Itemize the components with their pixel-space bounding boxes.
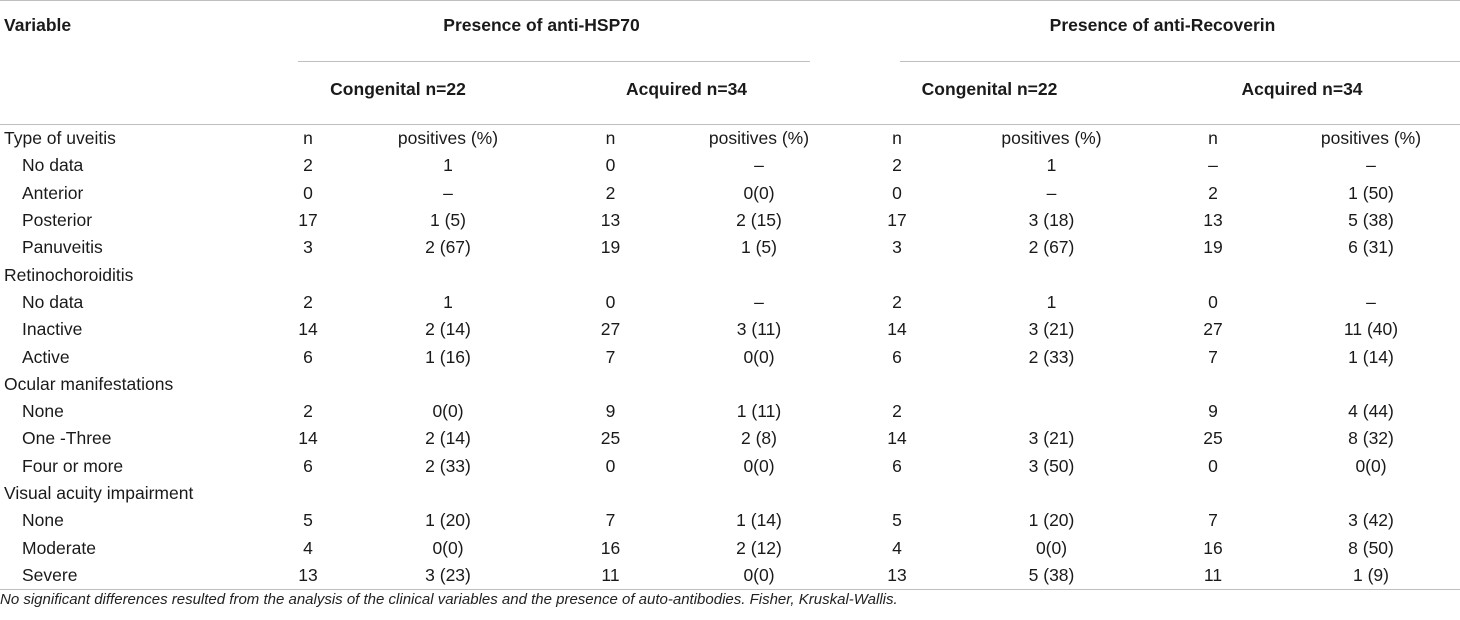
cell-n: 0: [892, 182, 902, 203]
cell-positives: 11 (40): [1343, 319, 1399, 340]
table-body: [0, 125, 1460, 589]
cell-positives: 3 (42): [1348, 510, 1394, 531]
cell-n: [835, 371, 959, 398]
cell-positives: 3 (50): [1028, 455, 1075, 476]
cell-n: 2: [303, 401, 313, 422]
cell-n: 13: [298, 564, 318, 585]
cell-positives: [959, 371, 1144, 398]
table-row: [0, 316, 1460, 343]
row-category-label: Ocular manifestations: [4, 373, 174, 394]
table-row-category: [0, 371, 1460, 398]
cell-n: 6: [892, 346, 902, 367]
cell-positives: 1 (11): [736, 401, 782, 422]
cell-positives: [1282, 371, 1460, 398]
cell-positives: 1 (9): [1353, 564, 1389, 585]
cell-positives: 8 (50): [1348, 537, 1394, 558]
table-row: [0, 207, 1460, 234]
cell-n: 0: [1208, 291, 1218, 312]
cell-n: 7: [1208, 510, 1218, 531]
cell-n: 14: [887, 428, 907, 449]
cell-positives: positives (%): [1001, 128, 1102, 149]
subgroup-header-hsp70-acquired: Acquired n=34: [625, 79, 748, 99]
table-row: [0, 507, 1460, 534]
row-category-label: Retinochoroiditis: [4, 264, 134, 285]
cell-positives: [959, 261, 1144, 288]
cell-n: 19: [1203, 237, 1223, 258]
cell-positives: 0(0): [1355, 455, 1387, 476]
cell-positives: [358, 371, 538, 398]
cell-n: 14: [298, 428, 318, 449]
cell-n: 0: [303, 182, 313, 203]
cell-n: n: [605, 128, 616, 149]
cell-positives: 6 (31): [1348, 237, 1394, 258]
cell-n: [538, 480, 683, 507]
row-label: Active: [22, 346, 70, 367]
row-label: Posterior: [22, 210, 93, 231]
cell-n: 2: [892, 155, 902, 176]
subgroup-header-recoverin-congenital: Congenital n=22: [921, 79, 1058, 99]
variable-header: Variable: [4, 15, 72, 35]
cell-n: 13: [887, 564, 907, 585]
cell-n: –: [1208, 155, 1218, 176]
row-label: Severe: [22, 564, 78, 585]
cell-positives: 1 (50): [1348, 182, 1394, 203]
cell-positives: –: [754, 291, 764, 312]
cell-positives: 0(0): [1035, 537, 1068, 558]
row-label: Anterior: [22, 182, 84, 203]
cell-positives: 1: [1046, 291, 1057, 312]
cell-n: 2: [303, 155, 313, 176]
cell-n: 14: [298, 319, 318, 340]
bottom-rule: [0, 589, 1460, 590]
cell-positives: 1 (5): [741, 237, 777, 258]
cell-positives: [358, 480, 538, 507]
row-label: One -Three: [22, 428, 112, 449]
cell-positives: 1 (20): [1028, 510, 1075, 531]
row-label: No data: [22, 155, 84, 176]
cell-positives: 3 (21): [1028, 319, 1075, 340]
cell-positives: 0(0): [743, 455, 775, 476]
cell-positives: [683, 261, 835, 288]
cell-n: 5: [892, 510, 902, 531]
cell-n: 7: [605, 510, 616, 531]
table-row-category: [0, 261, 1460, 288]
table-row: [0, 425, 1460, 452]
cell-positives: positives (%): [1320, 128, 1422, 149]
cell-positives: 1: [1046, 155, 1057, 176]
cell-positives: 5 (38): [1348, 210, 1394, 231]
cell-n: 2: [892, 401, 902, 422]
cell-positives: 4 (44): [1348, 401, 1394, 422]
cell-positives: [959, 480, 1144, 507]
row-label: None: [22, 510, 64, 531]
cell-positives: –: [1366, 155, 1376, 176]
cell-n: [538, 371, 683, 398]
cell-n: 13: [600, 210, 621, 231]
cell-n: 0: [605, 155, 616, 176]
cell-n: [1144, 480, 1282, 507]
cell-positives: 0(0): [743, 182, 775, 203]
cell-positives: [1282, 261, 1460, 288]
cell-n: 7: [605, 346, 616, 367]
cell-n: [258, 261, 358, 288]
cell-n: 2: [605, 182, 616, 203]
cell-positives: 0(0): [432, 537, 464, 558]
cell-positives: positives (%): [708, 128, 810, 149]
cell-positives: –: [443, 182, 453, 203]
cell-positives: 2 (67): [425, 237, 471, 258]
cell-n: [1144, 371, 1282, 398]
table-row: [0, 534, 1460, 561]
cell-positives: 2 (33): [425, 455, 471, 476]
cell-positives: 2 (15): [736, 210, 782, 231]
row-label: None: [22, 401, 64, 422]
table-footnote: No significant differences resulted from the analysis of the clinical variables and the presence of auto-antibodies. Fisher, Kruskal-Wallis.: [0, 591, 898, 608]
table-row: [0, 398, 1460, 425]
group-header-hsp70: [258, 1, 835, 61]
row-category-label: Type of uveitis: [4, 128, 116, 149]
cell-n: 14: [887, 319, 907, 340]
cell-n: 0: [605, 291, 616, 312]
cell-n: 0: [1208, 455, 1218, 476]
cell-positives: –: [754, 155, 764, 176]
cell-n: [835, 261, 959, 288]
row-label: Moderate: [22, 537, 96, 558]
cell-n: 6: [303, 346, 313, 367]
row-label: No data: [22, 291, 84, 312]
cell-positives: positives (%): [397, 128, 499, 149]
cell-positives: 5 (38): [1028, 564, 1075, 585]
table-row: [0, 152, 1460, 179]
cell-positives: 1 (14): [736, 510, 782, 531]
cell-n: 2: [303, 291, 313, 312]
cell-n: 7: [1208, 346, 1218, 367]
header-row-subgroups: [0, 62, 1460, 125]
cell-positives: [358, 261, 538, 288]
cell-n: [538, 261, 683, 288]
cell-n: 6: [303, 455, 313, 476]
cell-n: 17: [887, 210, 907, 231]
table-row-category: [0, 480, 1460, 507]
cell-n: 16: [600, 537, 621, 558]
cell-positives: 1 (20): [425, 510, 471, 531]
cell-n: [1144, 261, 1282, 288]
cell-n: 27: [600, 319, 621, 340]
cell-positives: 2 (8): [741, 428, 777, 449]
cell-n: 11: [601, 564, 620, 585]
cell-positives: 3 (21): [1028, 428, 1075, 449]
cell-n: 4: [892, 537, 902, 558]
cell-positives: –: [1366, 291, 1376, 312]
row-label: Panuveitis: [22, 237, 103, 258]
cell-n: 27: [1203, 319, 1223, 340]
cell-n: 16: [1203, 537, 1223, 558]
table-row: [0, 234, 1460, 261]
cell-n: 3: [892, 237, 902, 258]
cell-n: n: [892, 128, 902, 149]
cell-positives: 2 (14): [425, 319, 471, 340]
cell-positives: [683, 371, 835, 398]
cell-n: 19: [600, 237, 621, 258]
cell-positives: 2 (14): [425, 428, 471, 449]
cell-positives: 1 (14): [1348, 346, 1394, 367]
row-category-label: Visual acuity impairment: [4, 483, 194, 503]
cell-positives: 3 (11): [736, 319, 782, 340]
cell-n: n: [1208, 128, 1218, 149]
group-header-recoverin: [835, 1, 1460, 61]
cell-positives: 0(0): [743, 564, 775, 585]
cell-positives: 1: [443, 155, 453, 176]
table-row: [0, 289, 1460, 316]
table-row: [0, 562, 1460, 589]
cell-positives: [683, 480, 835, 507]
subgroup-header-recoverin-acquired: Acquired n=34: [1241, 79, 1363, 99]
cell-n: 0: [605, 455, 616, 476]
cell-n: 17: [298, 210, 318, 231]
cell-n: 25: [1203, 428, 1223, 449]
cell-n: 13: [1203, 210, 1223, 231]
cell-positives: 3 (23): [425, 564, 471, 585]
group-header-hsp70-label: Presence of anti-HSP70: [443, 15, 640, 35]
cell-n: 11: [1203, 564, 1223, 585]
cell-positives: 1: [443, 291, 453, 312]
cell-n: 2: [892, 291, 902, 312]
cell-positives: 1 (16): [425, 346, 471, 367]
cell-n: 6: [892, 455, 902, 476]
subgroup-header-hsp70-congenital: Congenital n=22: [330, 79, 466, 99]
cell-n: [835, 480, 959, 507]
cell-positives: 2 (67): [1028, 237, 1075, 258]
cell-positives: –: [1046, 182, 1057, 203]
cell-n: [258, 371, 358, 398]
cell-positives: 8 (32): [1348, 428, 1394, 449]
table-row: [0, 343, 1460, 370]
table-row: [0, 180, 1460, 207]
cell-n: 9: [605, 401, 616, 422]
cell-positives: 2 (33): [1028, 346, 1075, 367]
cell-positives: 1 (5): [430, 210, 466, 231]
cell-n: [258, 480, 358, 507]
cell-n: 25: [600, 428, 621, 449]
cell-n: 3: [303, 237, 313, 258]
cell-positives: [959, 398, 1144, 425]
cell-n: 2: [1208, 182, 1218, 203]
cell-positives: 0(0): [743, 346, 775, 367]
cell-positives: [1282, 480, 1460, 507]
table-row-category: [0, 125, 1460, 152]
cell-n: n: [303, 128, 313, 149]
row-label: Inactive: [22, 319, 83, 340]
group-header-recoverin-label: Presence of anti-Recoverin: [1049, 15, 1276, 35]
cell-positives: 0(0): [432, 401, 464, 422]
cell-n: 4: [303, 537, 313, 558]
cell-positives: 3 (18): [1028, 210, 1075, 231]
table-row: [0, 453, 1460, 480]
cell-n: 9: [1208, 401, 1218, 422]
cell-positives: 2 (12): [736, 537, 782, 558]
cell-n: 5: [303, 510, 313, 531]
header-row-groups: [0, 1, 1460, 61]
row-label: Four or more: [22, 455, 124, 476]
